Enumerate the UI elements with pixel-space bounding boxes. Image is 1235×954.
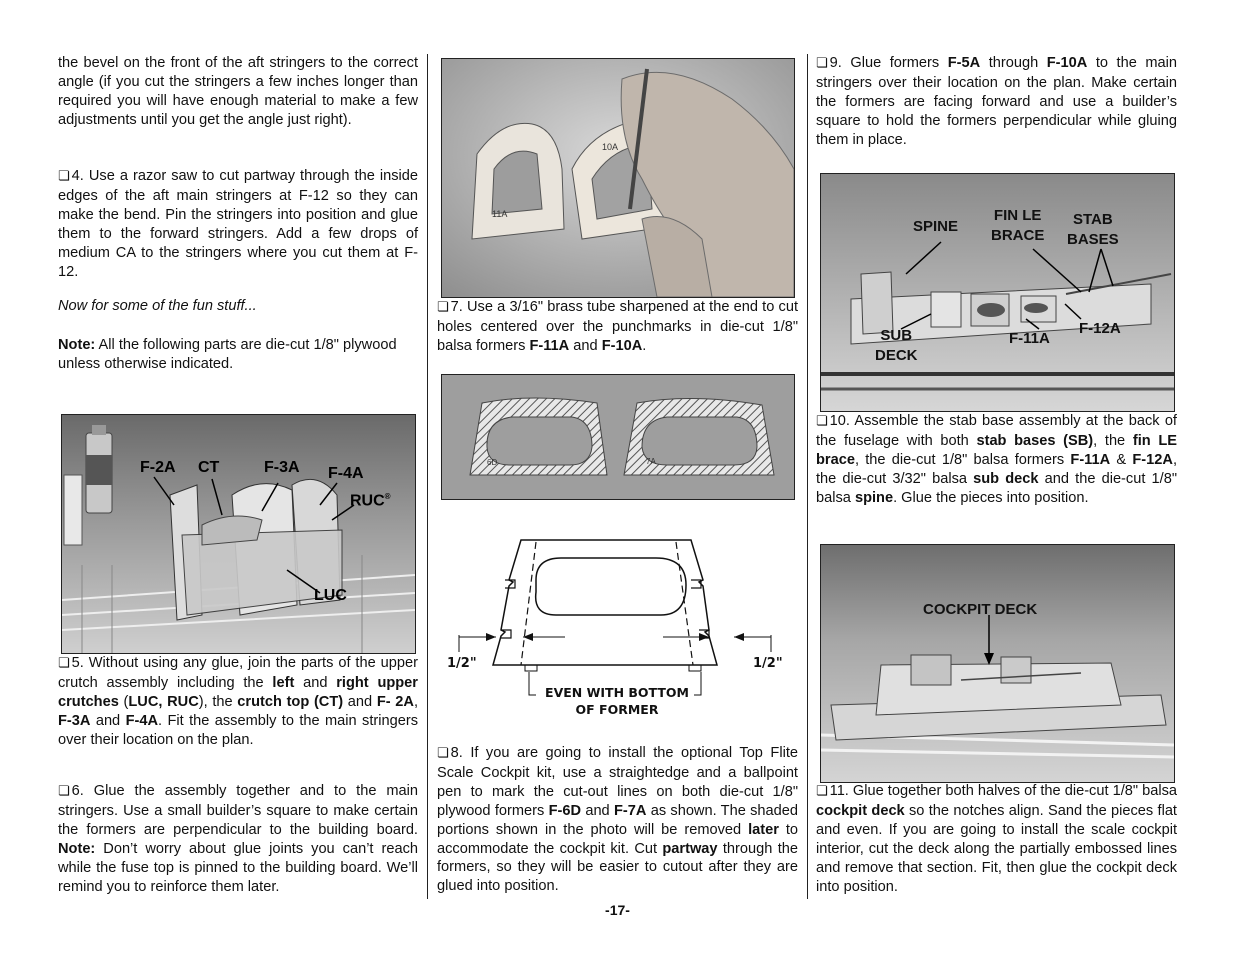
step-7: ❏ 7. Use a 3/16" brass tube sharpened at the end to cut holes centered over the punchmarks in die-cut 1/8" balsa formers F-11A and F-10A. (437, 299, 798, 354)
checkbox-icon[interactable]: ❏ (816, 784, 828, 799)
label-fin-le-brace: FIN LE BRACE (991, 207, 1045, 244)
label-7a: 7A (646, 457, 656, 466)
step-6: ❏ 6. Glue the assembly together and to the main stringers. Use a small builder’s square to make certain the formers are perpendicular to the building board. Note: Don’t worry about glue joints you can’t reach while the fuse top is pinned to the building board. We’ll remind you to reinforce them later. (58, 783, 418, 895)
photo-stab-base-assembly (820, 173, 1175, 412)
label-spine: SPINE (913, 218, 959, 235)
dimension-left: 1/2" (447, 656, 477, 671)
label-luc: LUC (314, 587, 347, 604)
step-8: ❏ 8. If you are going to install the optional Top Flite Scale Cockpit kit, use a straightedge and a ballpoint pen to mark the cut-out lines on both die-cut 1/8" plywood formers F-6D and F-7A as shown. The shaded portions shown in the photo will be removed later to accommodate the cockpit kit. Cut partway through the formers, so they will be easier to cutout after they are glued into position. (437, 745, 798, 895)
label-f12a: F-12A (1079, 320, 1121, 337)
label-f4a: F-4A (328, 465, 364, 482)
intro-paragraph: the bevel on the front of the aft stringers to the correct angle (if you cut the stringers a few inches longer than required you will have enough material to make a few adjustments until you get the angle just right). (58, 55, 418, 128)
column-1 (58, 54, 418, 130)
label-f11a: F-11A (1009, 330, 1050, 347)
label-sub-deck: SUB DECK (875, 327, 918, 364)
checkbox-icon[interactable]: ❏ (816, 414, 828, 429)
fun-stuff-line: Now for some of the fun stuff... (58, 298, 257, 314)
label-11a: 11A (492, 209, 508, 219)
label-f3a: F-3A (264, 459, 300, 476)
checkbox-icon[interactable]: ❏ (58, 169, 70, 184)
label-f2a: F-2A (140, 459, 176, 476)
diagram-former-cutout (441, 530, 793, 720)
checkbox-icon[interactable]: ❏ (437, 746, 449, 761)
note-paragraph: Note: All the following parts are die-cut 1/8" plywood unless otherwise indicated. (58, 337, 397, 372)
checkbox-icon[interactable]: ❏ (58, 784, 70, 799)
photo-cutting-holes (441, 58, 795, 298)
step-4: ❏ 4. Use a razor saw to cut partway through the inside edges of the aft main stringers at F-12 so they can make the bend. Pin the stringers into position and glue them to the forward stringers. Add a few drops of medium CA to the stringers where you cut them at F-12. (58, 168, 418, 280)
column-divider (427, 54, 428, 899)
label-10a: 10A (602, 142, 619, 152)
label-cockpit-deck: COCKPIT DECK (923, 601, 1038, 618)
step-10: ❏ 10. Assemble the stab base assembly at the back of the fuselage with both stab bases (SB), the fin LE brace, the die-cut 1/8" balsa formers F-11A & F-12A, the die-cut 3/32" balsa sub deck and the die-cut 1/8" balsa spine. Glue the pieces into position. (816, 413, 1178, 506)
label-ruc: RUC® (350, 492, 391, 510)
dimension-right: 1/2" (753, 656, 783, 671)
label-ct: CT (198, 459, 220, 476)
column-divider (807, 54, 808, 899)
checkbox-icon[interactable]: ❏ (437, 300, 449, 315)
photo-marked-formers (441, 374, 795, 500)
photo-upper-crutch-assembly (61, 414, 416, 654)
step-9: ❏ 9. Glue formers F-5A through F-10A to the main stringers over their location on the plan. Make certain the formers are facing forward and use a builder’s square to hold the formers perpendicular while gluing them in place. (816, 55, 1177, 148)
photo-cockpit-deck (820, 544, 1175, 783)
label-6d: 6D (487, 458, 498, 467)
label-stab-bases: STAB BASES (1067, 211, 1119, 248)
step-5: ❏ 5. Without using any glue, join the parts of the upper crutch assembly including the left and right upper crutches (LUC, RUC), the crutch top (CT) and F- 2A, F-3A and F-4A. Fit the assembly to the main stringers over their location on the plan. (58, 655, 418, 748)
checkbox-icon[interactable]: ❏ (816, 56, 828, 71)
checkbox-icon[interactable]: ❏ (58, 656, 70, 671)
step-11: ❏ 11. Glue together both halves of the die-cut 1/8" balsa cockpit deck so the notches align. Sand the pieces flat and even. If you are going to install the scale cockpit interior, cut the deck along the partially embossed lines and remove that section. Fit, then glue the cockpit deck into position. (816, 783, 1177, 895)
page-number: -17- (605, 902, 630, 918)
diagram-caption: EVEN WITH BOTTOM OF FORMER (545, 685, 689, 717)
